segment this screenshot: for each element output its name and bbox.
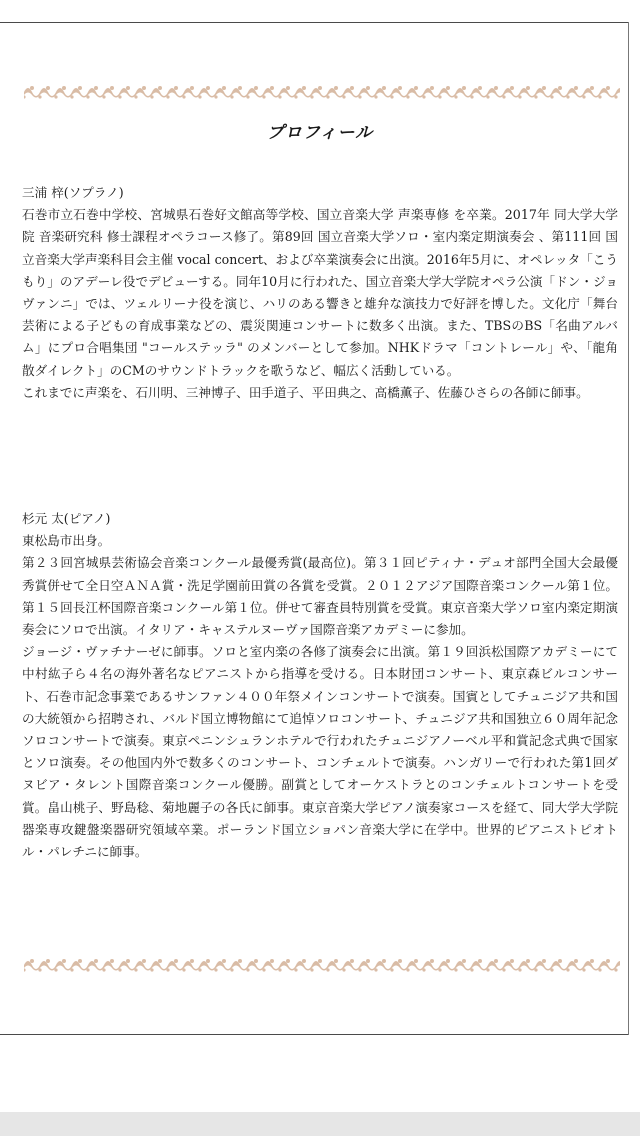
profile-soprano: [22, 182, 618, 404]
top-border-line: [0, 22, 628, 23]
page-title: プロフィール: [266, 123, 374, 143]
profile-piano: [22, 508, 618, 863]
bottom-border-line: [0, 1034, 628, 1035]
profile-bio-continued: ジョージ・ヴァチナーゼに師事。ソロと室内楽の各修了演奏会に出演。第１９回浜松国際アカデミーにて中村紘子ら４名の海外著名なピアニストから指導を受ける。日本財団コンサート、東京森ビルコンサート、石巻市記念事業であるサンファン４００年祭メインコンサートで演奏。国賓としてチュニジア共和国の大統領から招聘され、バルド国立博物館にて追悼ソロコンサート、チュニジア共和国独立６０周年記念ソロコンサートで演奏。東京ペニンシュランホテルで行われたチュニジアノーベル平和賞記念式典で国家とソロ演奏。その他国内外で数多くのコンサート、コンチェルトで演奏。ハンガリーで行われた第1回ダヌビア・タレント国際音楽コンクール優勝。副賞としてオーケストラとのコンチェルトコンサートを受賞。畠山桃子、野島稔、菊地麗子の各氏に師事。東京音楽大学ピアノ演奏家コースを経て、同大学大学院器楽専攻鍵盤楽器研究領域卒業。ポーランド国立ショパン音楽大学に在学中。世界的ピアニストピオトル・パレチニに師事。: [22, 644, 618, 860]
profile-name: 三浦 梓(ソプラノ): [22, 185, 124, 200]
profile-bio: 第２３回宮城県芸術協会音楽コンクール最優秀賞(最高位)。第３１回ピティナ・デュオ部門全国大会最優秀賞併せて全日空ＡＮＡ賞・洗足学園前田賞の各賞を受賞。２０１２アジア国際音楽コンクール第１位。第１５回長江杯国際音楽コンクール第１位。併せて審査員特別賞を受賞。東京音楽大学ソロ室内楽定期演奏会にソロで出演。イタリア・キャステルヌーヴァ国際音楽アカデミーに参加。: [22, 555, 618, 638]
lace-border-bottom: [24, 957, 620, 973]
profile-bio: 石巻市立石巻中学校、宮城県石巻好文館高等学校、国立音楽大学 声楽専修 を卒業。2017年 同大学大学院 音楽研究科 修士課程オペラコース修了。第89回 国立音楽大学ソロ・室内楽定期演奏会 、第111回 国立音楽大学声楽科目会主催 vocal concert、および卒業演奏会に出演。2016年5月に、オペレッタ「こうもり」のアデーレ役でデビューする。同年10月に行われた、国立音楽大学大学院オペラ公演「ドン・ジョヴァンニ」では、ツェルリーナ役を演じ、ハリのある響きと雄弁な演技力で好評を博した。文化庁「舞台芸術による子どもの育成事業などの、震災関連コンサートに数多く出演。また、TBSのBS「名曲アルバム」にプロ合唱集団 "コールステッラ" のメンバーとして参加。NHKドラマ「コントレール」や、「龍角散ダイレクト」のCMのサウンドトラックを歌うなど、幅広く活動している。: [22, 207, 619, 378]
profile-teachers: これまでに声楽を、石川明、三神博子、田手道子、平田典之、高橋薫子、佐藤ひさらの各師に師事。: [22, 384, 589, 400]
profile-name: 杉元 太(ピアノ): [22, 511, 111, 526]
page-edge-line: [628, 22, 629, 1035]
profile-origin: 東松島市出身。: [22, 533, 111, 549]
lace-border-top: [24, 84, 620, 100]
bottom-toolbar-area: [0, 1112, 640, 1136]
